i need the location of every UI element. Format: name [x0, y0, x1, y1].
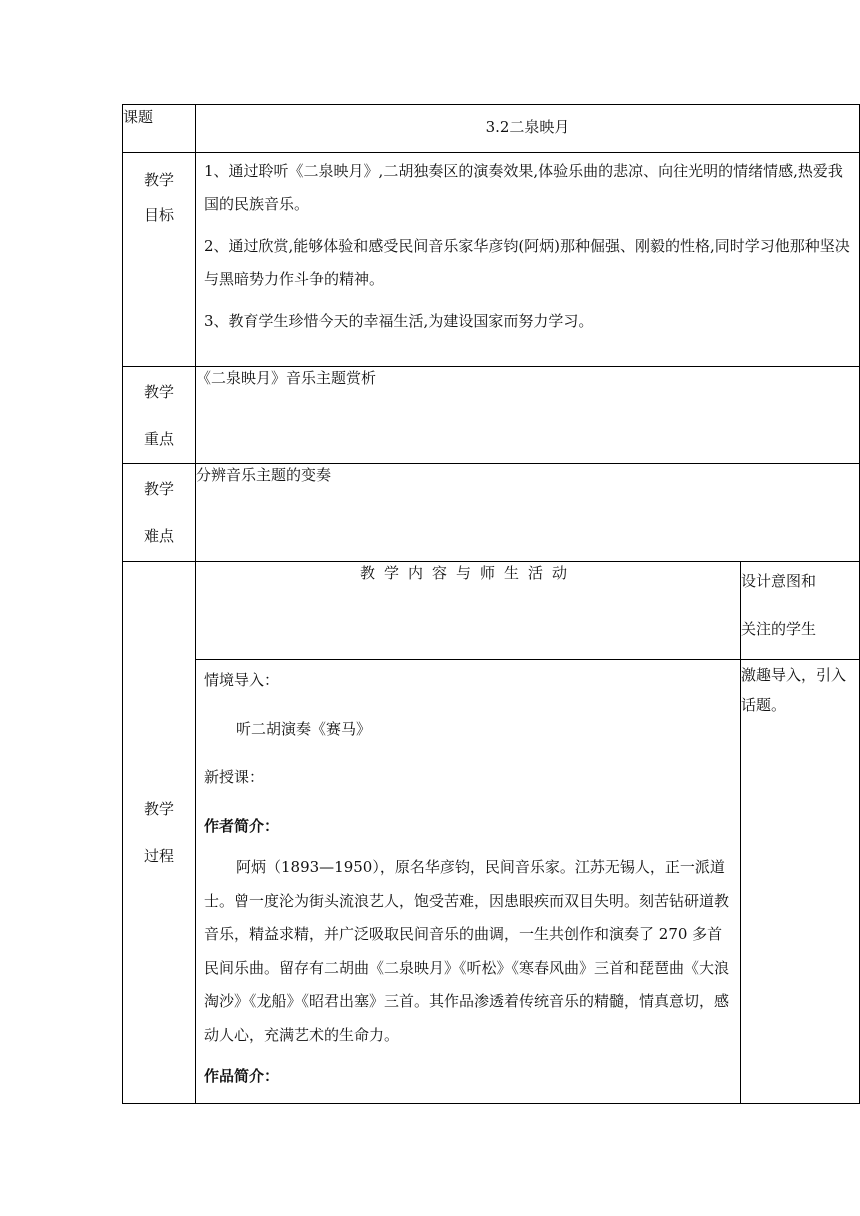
note-header — [741, 562, 860, 660]
lesson-title: 3.2二泉映月 — [196, 105, 860, 153]
goal-item: 2、通过欣赏,能够体验和感受民间音乐家华彦钧(阿炳)那种倔强、刚毅的性格,同时学习他那种坚决与黑暗势力作斗争的精神。 — [204, 237, 850, 288]
process-note: 激趣导入，引入话题。 — [741, 660, 860, 1104]
key-point-row — [123, 367, 860, 464]
key-point-label — [123, 367, 196, 464]
topic-row — [123, 105, 860, 153]
goals-row — [123, 153, 860, 367]
goal-item: 1、通过聆听《二泉映月》,二胡独奏区的演奏效果,体验乐曲的悲凉、向往光明的情绪情感,热爱我国的民族音乐。 — [204, 162, 843, 213]
key-point-label-line1: 教学 — [143, 383, 174, 401]
intro-text: 听二胡演奏《赛马》 — [236, 719, 372, 738]
author-heading: 作者简介： — [204, 816, 280, 835]
key-point-content: 《二泉映月》音乐主题赏析 — [196, 367, 860, 464]
process-label — [123, 562, 196, 1104]
goals-content — [196, 153, 860, 367]
process-content-row — [123, 660, 860, 1104]
goals-label — [123, 153, 196, 367]
difficulty-content: 分辨音乐主题的变奏 — [196, 464, 860, 562]
topic-label: 课题 — [123, 105, 196, 153]
key-point-label-line2: 重点 — [143, 430, 174, 448]
difficulty-label-line2: 难点 — [143, 527, 174, 545]
work-heading: 作品简介： — [204, 1067, 280, 1085]
process-content — [196, 660, 741, 1104]
process-label-line2: 过程 — [143, 846, 174, 865]
difficulty-row — [123, 464, 860, 562]
goal-item: 3、教育学生珍惜今天的幸福生活,为建设国家而努力学习。 — [204, 312, 594, 330]
content-header: 教学内容与师生活动 — [196, 562, 741, 660]
difficulty-label — [123, 464, 196, 562]
author-text: 阿炳（1893—1950），原名华彦钧，民间音乐家。江苏无锡人，正一派道士。曾一度沦为街头流浪艺人，饱受苦难，因患眼疾而双目失明。刻苦钻研道教音乐，精益求精，并广泛吸取民间音乐的曲调，一生共创作和演奏了 270 多首民间乐曲。留存有二胡曲《二泉映月》《听松》《寒春风曲》三首和琵琶曲《大浪淘沙》《龙船》《昭君出塞》三首。其作品渗透着传统音乐的精髓，情真意切，感动人心，充满艺术的生命力。 — [204, 858, 730, 1044]
new-lesson-label: 新授课： — [204, 768, 265, 786]
process-header-row — [123, 562, 860, 660]
intro-heading: 情境导入： — [204, 671, 280, 689]
note-header-line2: 关注的学生 — [741, 620, 817, 638]
goals-label-line2: 目标 — [143, 206, 174, 224]
difficulty-label-line1: 教学 — [143, 480, 174, 498]
goals-label-line1: 教学 — [143, 171, 174, 189]
lesson-plan-table — [122, 104, 860, 1104]
note-header-line1: 设计意图和 — [741, 572, 817, 590]
process-label-line1: 教学 — [143, 799, 174, 818]
